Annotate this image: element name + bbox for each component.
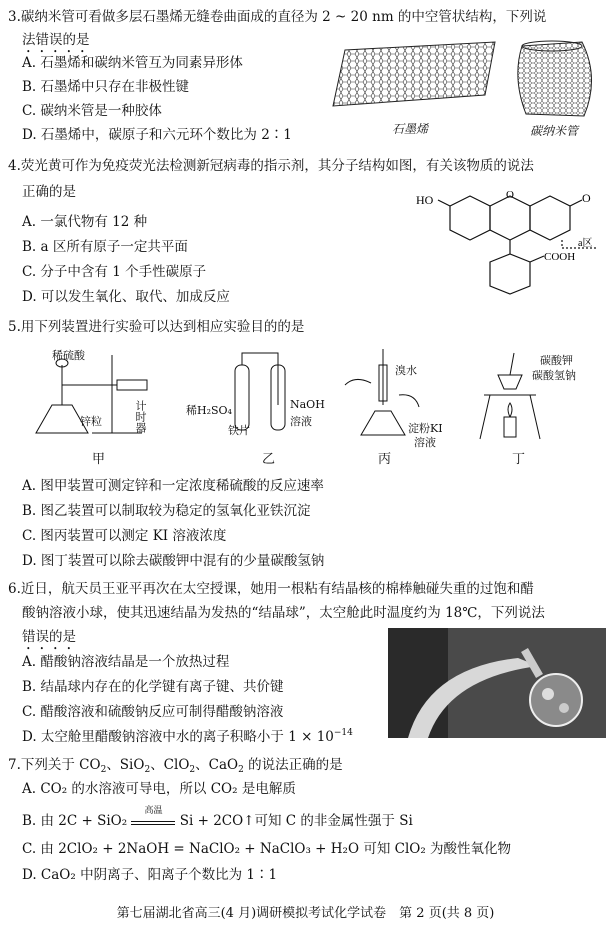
label-yi-iron: 铁片 <box>228 424 250 437</box>
q5-stem: 5.用下列装置进行实验可以达到相应实验目的的是 <box>8 319 305 335</box>
q7-stem-rest: 的说法正确的是 <box>248 757 343 773</box>
q3-option-a: A. 石墨烯和碳纳米管互为同素异形体 <box>22 55 243 71</box>
label-ding-khco3: 碳酸氢钠 <box>532 369 576 382</box>
label-cooh: COOH <box>544 251 576 263</box>
q4-stem-line1: 4.荧光黄可作为免疫荧光法检测新冠病毒的指示剂，其分子结构如图，有关该物质的说法 <box>8 158 534 174</box>
label-ring-o: O <box>506 189 514 201</box>
q6-option-b: B. 结晶球内存在的化学键有离子键、共价键 <box>22 679 284 695</box>
q7-option-d: D. CaO₂ 中阴离子、阳离子个数比为 1∶1 <box>22 867 278 883</box>
q6-option-d <box>22 728 353 746</box>
label-keto-o: O <box>582 191 591 205</box>
q4-stem-line2: 正确的是 <box>22 184 76 200</box>
q7-option-a: A. CO₂ 的水溶液可导电，所以 CO₂ 是电解质 <box>22 781 296 797</box>
q7-stem-prefix: 7.下列关于 CO <box>8 757 101 773</box>
name-yi: 乙 <box>262 452 276 467</box>
q6-stem-line2: 酸钠溶液小球，使其迅速结晶为发热的“结晶球”，太空舱此时温度约为 18℃，下列说法 <box>22 605 545 621</box>
name-bing: 丙 <box>378 452 392 467</box>
graphene-figure <box>325 40 505 110</box>
label-bing-bromine: 溴水 <box>395 364 417 377</box>
label-a-region: a区 <box>578 238 593 249</box>
q6-option-d-text: D. 太空舱里醋酸钠溶液中水的离子积略小于 1 × 10 <box>22 729 334 745</box>
label-ho: HO <box>416 193 434 207</box>
q6-stem-line3-text: 错误的是 <box>22 629 76 645</box>
nanotube-figure <box>512 38 607 120</box>
q7-stem: 7.下列关于 $CO_2$、SiO$_2$、ClO$_2$、CaO$_2$ 的说法正确的是 <box>8 757 343 775</box>
label-yi-acid: 稀H₂SO₄ <box>186 404 232 417</box>
q6-option-a: A. 醋酸钠溶液结晶是一个放热过程 <box>22 654 230 670</box>
q7-option-b <box>22 806 413 830</box>
label-yi-naoh2: 溶液 <box>290 415 312 428</box>
label-jia-acid: 稀硫酸 <box>52 349 85 362</box>
q7-condition: 高温 <box>144 806 163 816</box>
q7-option-b-left: B. 由 2C + SiO₂ <box>22 813 128 829</box>
crystal-ball-photo <box>388 628 606 738</box>
q4-option-c: C. 分子中含有 1 个手性碳原子 <box>22 264 207 280</box>
q5-option-b: B. 图乙装置可以制取较为稳定的氢氧化亚铁沉淀 <box>22 503 311 519</box>
crystal-ball-photo-drawing <box>388 628 606 738</box>
q7-option-b-right: Si + 2CO↑可知 C 的非金属性强于 Si <box>179 813 413 829</box>
q4-option-a: A. 一氯代物有 12 种 <box>22 214 148 230</box>
q3-stem-line1: 3.碳纳米管可看做多层石墨烯无缝卷曲面成的直径为 2 ~ 20 nm 的中空管状结构，下列说 <box>8 9 547 25</box>
q4-option-d: D. 可以发生氧化、取代、加成反应 <box>22 289 230 305</box>
q3-option-c: C. 碳纳米管是一种胶体 <box>22 103 162 119</box>
q4-option-b: B. a 区所有原子一定共平面 <box>22 239 188 255</box>
page-footer: 第七届湖北省高三(4 月)调研模拟考试化学试卷 第 2 页(共 8 页) <box>116 906 495 921</box>
q6-option-d-exp: −14 <box>333 728 353 738</box>
name-ding: 丁 <box>512 452 526 467</box>
q6-stem-line1: 6.近日，航天员王亚平再次在太空授课，她用一根粘有结晶核的棉棒触碰失重的过饱和醋 <box>8 581 534 597</box>
label-bing-starch2: 溶液 <box>414 436 436 449</box>
caption-nanotube: 碳纳米管 <box>530 124 579 138</box>
q6-option-c: C. 醋酸溶液和硫酸钠反应可制得醋酸钠溶液 <box>22 704 284 720</box>
q3-option-d: D. 石墨烯中，碳原子和六元环个数比为 2∶1 <box>22 127 292 143</box>
label-yi-naoh: NaOH <box>290 398 325 411</box>
q5-option-d: D. 图丁装置可以除去碳酸钾中混有的少量碳酸氢钠 <box>22 553 325 569</box>
q6-stem-line3 <box>22 628 76 653</box>
q3-option-b: B. 石墨烯中只存在非极性键 <box>22 79 190 95</box>
q5-option-c: C. 图丙装置可以测定 KI 溶液浓度 <box>22 528 227 544</box>
caption-graphene: 石墨烯 <box>392 122 429 136</box>
name-jia: 甲 <box>92 452 106 467</box>
fluorescein-structure <box>412 188 608 316</box>
q3-stem-line2 <box>22 31 90 56</box>
label-ding-k2co3: 碳酸钾 <box>540 354 573 367</box>
label-bing-starch: 淀粉KI <box>408 422 443 435</box>
q5-option-a: A. 图甲装置可测定锌和一定浓度稀硫酸的反应速率 <box>22 478 324 494</box>
label-jia-timer: 计时器 <box>134 400 147 433</box>
q3-stem-line2-text: 法错误的是 <box>22 32 90 48</box>
q7-option-c: C. 由 2ClO₂ + 2NaOH = NaClO₂ + NaClO₃ + H₂O 可知 ClO₂ 为酸性氧化物 <box>22 841 512 857</box>
q7-reaction-arrow <box>131 806 175 825</box>
label-jia-zinc: 锌粒 <box>80 415 102 428</box>
